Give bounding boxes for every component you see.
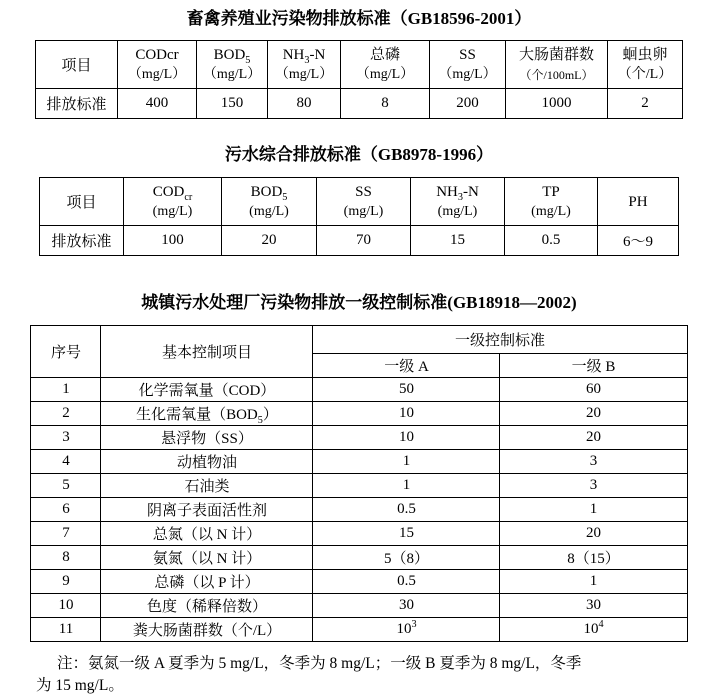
value-b: 8（15） [500, 546, 687, 570]
row-item: 石油类 [101, 474, 313, 498]
value-b: 1 [500, 498, 687, 522]
table2-col-ss [317, 178, 411, 226]
table2-title: 污水综合排放标准（GB8978-1996） [224, 145, 494, 164]
footnote [36, 653, 682, 697]
value-a: 15 [313, 522, 500, 546]
row-no: 3 [31, 426, 101, 450]
value-cell: 1000 [506, 89, 608, 119]
value-cell: 15 [411, 226, 505, 256]
row-no: 7 [31, 522, 101, 546]
table2-data-row [40, 226, 679, 256]
value-a: 1 [313, 474, 500, 498]
column-name: CODcr [135, 46, 179, 63]
table-row [31, 498, 687, 522]
column-unit: （个/100mL） [519, 67, 594, 82]
table-row [31, 426, 687, 450]
column-name: $COD_{cr}$ [152, 183, 193, 203]
value-b: 1 [500, 570, 687, 594]
row-item: 动植物油 [101, 450, 313, 474]
table-municipal-wwtp-grade1-standard [30, 325, 687, 642]
table-row [31, 522, 687, 546]
column-unit: （mg/L） [274, 66, 334, 82]
table-row [31, 402, 687, 426]
table3-header-level-b: 一级 B [500, 354, 687, 378]
row-no: 11 [31, 618, 101, 642]
table2-col-bod5 [222, 178, 317, 226]
table-integrated-wastewater-standard [39, 177, 679, 256]
value-b: 3 [500, 474, 687, 498]
table3-header-group: 一级控制标准 [313, 326, 687, 354]
value-cell: 70 [317, 226, 411, 256]
column-unit: (mg/L) [343, 203, 384, 219]
value-cell: 20 [222, 226, 317, 256]
table2-col-codcr [124, 178, 222, 226]
row-item: 色度（稀释倍数） [101, 594, 313, 618]
table1-col-ascarid-egg [608, 41, 683, 89]
column-unit: (mg/L) [531, 203, 571, 219]
value-b: $10^4$ [500, 618, 687, 642]
value-cell: 150 [197, 89, 268, 119]
value-b: 60 [500, 378, 687, 402]
column-unit: (mg/L) [152, 203, 193, 219]
value-cell: 100 [124, 226, 222, 256]
column-unit: （mg/L） [355, 66, 415, 82]
value-b: 20 [500, 522, 687, 546]
table3-header-index: 序号 [31, 326, 101, 378]
value-cell: 0.5 [505, 226, 598, 256]
column-name: $BOD_5$ [213, 46, 251, 66]
value-cell: 400 [118, 89, 197, 119]
value-a: 0.5 [313, 570, 500, 594]
column-unit: (mg/L) [249, 203, 289, 219]
table1-col-bod5 [197, 41, 268, 89]
value-cell: 80 [268, 89, 341, 119]
footnote-line1: 注：氨氮一级 A 夏季为 5 mg/L，冬季为 8 mg/L；一级 B 夏季为 8 mg/L，冬季 [57, 655, 582, 672]
row-no: 1 [31, 378, 101, 402]
column-name: 大肠菌群数 [518, 46, 594, 63]
value-a: 10 [313, 402, 500, 426]
table-livestock-discharge-standard [35, 40, 683, 119]
table-row [31, 450, 687, 474]
table-row [31, 594, 687, 618]
table1-title: 畜禽养殖业污染物排放标准（GB18596-2001） [186, 9, 532, 28]
column-name: $BOD_5$ [250, 183, 288, 203]
table1-header-row [36, 41, 683, 89]
column-name: PH [628, 193, 648, 210]
row-label: 排放标准 [36, 89, 118, 119]
value-a: 50 [313, 378, 500, 402]
row-no: 5 [31, 474, 101, 498]
table1-col-ss [430, 41, 506, 89]
table2-col-nh3n [411, 178, 505, 226]
value-a: 10 [313, 426, 500, 450]
value-a: 1 [313, 450, 500, 474]
column-unit: （个/L） [617, 66, 673, 82]
column-name: 蛔虫卵 [622, 46, 668, 63]
row-no: 9 [31, 570, 101, 594]
row-no: 2 [31, 402, 101, 426]
value-a: 5（8） [313, 546, 500, 570]
table1-col-nh3n [268, 41, 341, 89]
value-cell: 2 [608, 89, 683, 119]
table2-header-row [40, 178, 679, 226]
row-no: 4 [31, 450, 101, 474]
table-row [31, 378, 687, 402]
table1-col-codcr [118, 41, 197, 89]
value-b: 30 [500, 594, 687, 618]
table1-col-coliform [506, 41, 608, 89]
footnote-line2: 为 15 mg/L。 [36, 677, 124, 694]
row-item: 总氮（以 N 计） [101, 522, 313, 546]
table-row [31, 618, 687, 642]
column-name: SS [355, 183, 372, 200]
row-no: 10 [31, 594, 101, 618]
table1-corner-cell: 项目 [36, 41, 118, 89]
value-b: 20 [500, 402, 687, 426]
value-a: 0.5 [313, 498, 500, 522]
row-no: 6 [31, 498, 101, 522]
row-item: 阴离子表面活性剂 [101, 498, 313, 522]
value-cell: 200 [430, 89, 506, 119]
column-name: $NH_3-N$ [282, 46, 326, 66]
value-cell: 6～9 [598, 226, 679, 256]
value-b: 20 [500, 426, 687, 450]
row-label: 排放标准 [40, 226, 124, 256]
column-name: SS [459, 46, 476, 63]
row-item: 总磷（以 P 计） [101, 570, 313, 594]
column-name: 总磷 [369, 46, 400, 63]
row-no: 8 [31, 546, 101, 570]
table-row [31, 474, 687, 498]
table3-header-level-a: 一级 A [313, 354, 500, 378]
table2-col-tp [505, 178, 598, 226]
column-unit: （mg/L） [438, 66, 497, 82]
value-b: 3 [500, 450, 687, 474]
column-unit: （mg/L） [127, 66, 187, 82]
column-unit: (mg/L) [437, 203, 478, 219]
column-unit: （mg/L） [202, 66, 262, 82]
table3-header-item: 基本控制项目 [101, 326, 313, 378]
table3-title: 城镇污水处理厂污染物排放一级控制标准(GB18918—2002) [141, 293, 577, 312]
table1-data-row [36, 89, 683, 119]
row-item: 悬浮物（SS） [101, 426, 313, 450]
table2-col-ph [598, 178, 679, 226]
value-a: $10^3$ [313, 618, 500, 642]
table3-header-row-top [31, 326, 687, 354]
value-cell: 8 [341, 89, 430, 119]
column-name: TP [542, 183, 560, 200]
value-a: 30 [313, 594, 500, 618]
column-name: $NH_3-N$ [436, 183, 479, 203]
table-row [31, 570, 687, 594]
table-row [31, 546, 687, 570]
table2-corner-cell: 项目 [40, 178, 124, 226]
row-item: 氨氮（以 N 计） [101, 546, 313, 570]
row-item: 化学需氧量（COD） [101, 378, 313, 402]
table1-col-tp [341, 41, 430, 89]
row-item: 粪大肠菌群数（个/L） [101, 618, 313, 642]
row-item: 生化需氧量$(BOD_5)$ [101, 402, 313, 426]
